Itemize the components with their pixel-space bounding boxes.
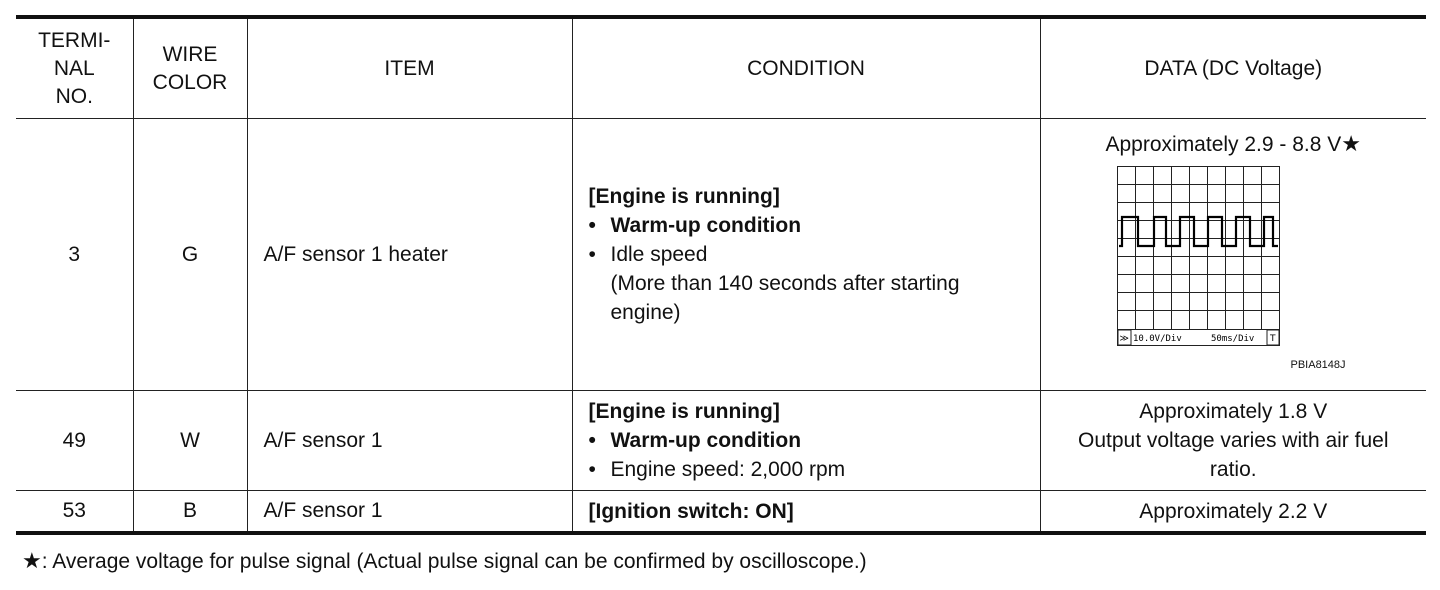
wire-color-cell: G [133, 119, 247, 391]
condition-bullet: Warm-up condition [610, 429, 802, 452]
scope-time-per-div: 50ms/Div [1210, 334, 1254, 344]
condition-title: [Engine is running] [588, 185, 780, 208]
figure-id: PBIA8148J [1290, 359, 1346, 371]
terminal-cell: 3 [16, 119, 133, 391]
header-terminal-no: TERMI- NAL NO. [16, 17, 133, 119]
condition-note: engine) [610, 301, 681, 324]
condition-bullet: Engine speed: 2,000 rpm [610, 458, 846, 481]
data-cell [1040, 119, 1426, 391]
header-wire-color: WIRE COLOR [133, 17, 247, 119]
terminal-cell: 49 [16, 391, 133, 491]
header-data: DATA (DC Voltage) [1040, 17, 1426, 119]
item-cell: A/F sensor 1 [247, 491, 572, 534]
condition-note: (More than 140 seconds after starting [610, 272, 960, 295]
item-cell: A/F sensor 1 [247, 391, 572, 491]
data-cell [1040, 391, 1426, 491]
data-note: ratio. [1209, 458, 1257, 481]
scope-trigger-label: T [1269, 334, 1275, 344]
oscilloscope-waveform [1116, 166, 1282, 348]
table-row [16, 119, 1426, 391]
item-cell: A/F sensor 1 heater [247, 119, 572, 391]
condition-bullet: Warm-up condition [610, 214, 802, 237]
header-condition: CONDITION [572, 17, 1040, 119]
terminal-data-table [16, 15, 1426, 535]
condition-title: [Engine is running] [588, 400, 780, 423]
bullet: • [588, 243, 596, 266]
data-value: Approximately 1.8 V [1139, 400, 1328, 423]
scope-volts-per-div: 10.0V/Div [1132, 334, 1182, 344]
condition-title: [Ignition switch: ON] [572, 491, 1040, 534]
data-value: Approximately 2.9 - 8.8 V [1105, 133, 1342, 156]
table-row [16, 391, 1426, 491]
header-item: ITEM [247, 17, 572, 119]
condition-cell [572, 119, 1040, 391]
wire-color-cell: B [133, 491, 247, 534]
data-note: Output voltage varies with air fuel [1078, 429, 1389, 452]
star-icon: ★ [22, 548, 42, 573]
bullet: • [588, 214, 596, 237]
header-row [16, 17, 1426, 119]
table-row [16, 491, 1426, 534]
bullet: • [588, 429, 596, 452]
footnote [22, 548, 867, 574]
scope-prompt-icon: ≫ [1119, 334, 1129, 344]
wire-color-cell: W [133, 391, 247, 491]
condition-cell [572, 391, 1040, 491]
bullet: • [588, 458, 596, 481]
footnote-text: : Average voltage for pulse signal (Actual pulse signal can be confirmed by oscilloscope.) [41, 550, 867, 573]
condition-bullet: Idle speed [610, 243, 708, 266]
data-value: Approximately 2.2 V [1040, 491, 1426, 534]
terminal-cell: 53 [16, 491, 133, 534]
star-icon: ★ [1341, 131, 1361, 156]
